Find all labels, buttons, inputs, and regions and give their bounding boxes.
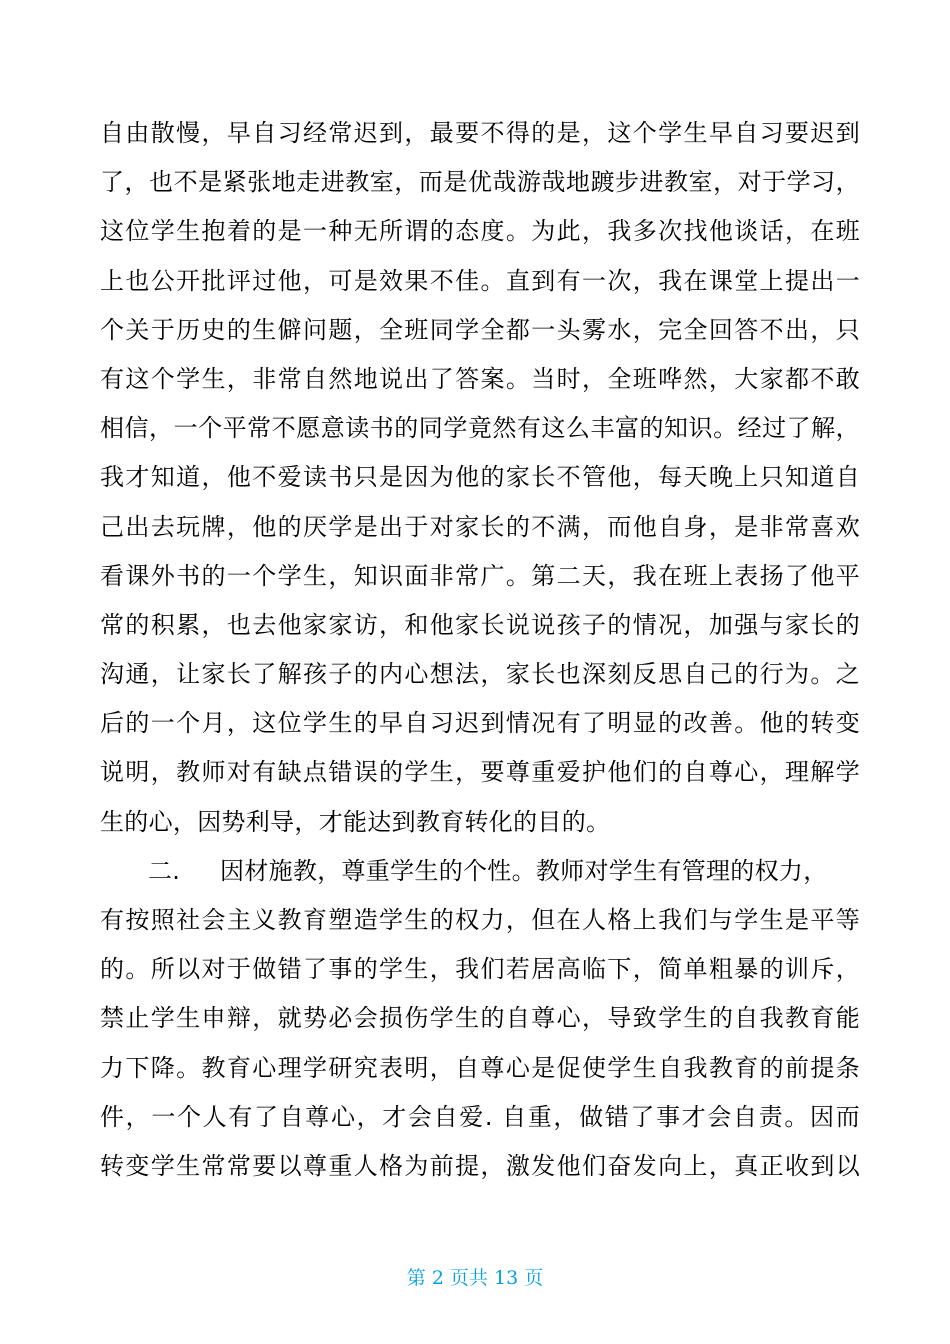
text-line: 了，也不是紧张地走进教室，而是优哉游哉地踱步进教室，对于学习， [100, 168, 860, 197]
section-first-line-text: 因材施教，尊重学生的个性。教师对学生有管理的权力， [220, 856, 828, 885]
text-line: 有这个学生，非常自然地说出了答案。当时，全班哗然，大家都不敢 [100, 364, 860, 393]
text-line: 禁止学生申辩，就势必会损伤学生的自尊心，导致学生的自我教育能 [100, 1004, 860, 1033]
text-line: 自由散慢，早自习经常迟到，最要不得的是，这个学生早自习要迟到 [100, 119, 860, 147]
text-line: 上也公开批评过他，可是效果不佳。直到有一次，我在课堂上提出一 [100, 266, 860, 295]
text-line: 这位学生抱着的是一种无所谓的态度。为此，我多次找他谈话，在班 [100, 217, 860, 246]
page-number-footer: 第 2 页共 13 页 [406, 1267, 544, 1289]
text-line: 生的心，因势利导，才能达到教育转化的目的。 [100, 807, 611, 836]
text-line: 件，一个人有了自尊心，才会自爱. 自重，做错了事才会自责。因而 [100, 1102, 860, 1131]
section-marker: 二. [148, 856, 181, 885]
text-line: 常的积累，也去他家家访，和他家长说说孩子的情况，加强与家长的 [100, 610, 860, 639]
text-line: 看课外书的一个学生，知识面非常广。第二天，我在班上表扬了他平 [100, 561, 860, 590]
text-line: 个关于历史的生僻问题，全班同学全都一头雾水，完全回答不出，只 [100, 315, 860, 344]
text-line: 沟通，让家长了解孩子的内心想法，家长也深刻反思自己的行为。之 [100, 660, 860, 689]
text-line: 的。所以对于做错了事的学生，我们若居高临下，简单粗暴的训斥， [100, 955, 860, 984]
text-line: 己出去玩牌，他的厌学是出于对家长的不满，而他自身，是非常喜欢 [100, 512, 860, 541]
text-line: 说明，教师对有缺点错误的学生，要尊重爱护他们的自尊心，理解学 [100, 758, 860, 787]
text-line: 后的一个月，这位学生的早自习迟到情况有了明显的改善。他的转变 [100, 709, 860, 738]
section-heading-line [100, 847, 860, 896]
text-line: 相信，一个平常不愿意读书的同学竟然有这么丰富的知识。经过了解， [100, 414, 860, 443]
text-line: 我才知道，他不爱读书只是因为他的家长不管他，每天晚上只知道自 [100, 463, 860, 492]
body-text [100, 109, 860, 1191]
text-line: 力下降。教育心理学研究表明，自尊心是促使学生自我教育的前提条 [100, 1053, 860, 1082]
text-line: 有按照社会主义教育塑造学生的权力，但在人格上我们与学生是平等 [100, 906, 860, 934]
text-line: 转变学生常常要以尊重人格为前提，激发他们奋发向上，真正收到以 [100, 1151, 860, 1180]
